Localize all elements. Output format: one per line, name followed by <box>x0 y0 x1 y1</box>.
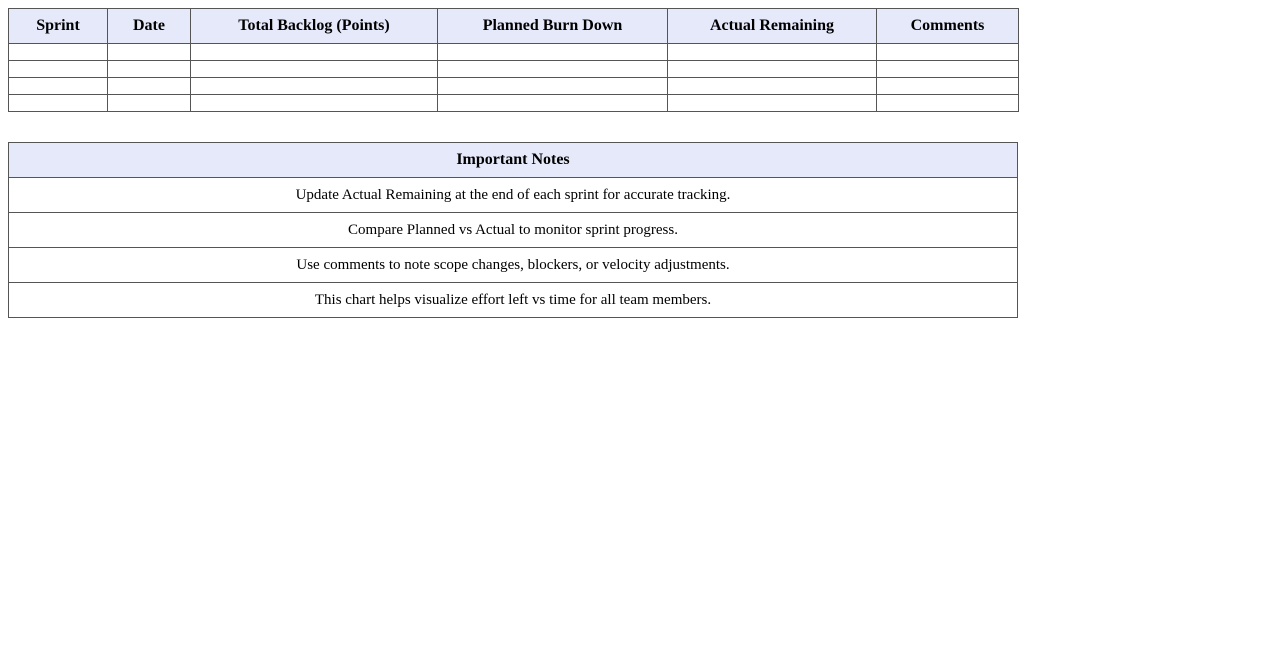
actual-remaining-cell[interactable] <box>668 95 877 112</box>
table-row <box>9 95 1019 112</box>
comments-cell[interactable] <box>877 95 1019 112</box>
column-header-planned-burn-down: Planned Burn Down <box>438 9 668 44</box>
notes-header-row <box>9 143 1018 178</box>
planned-burn-down-cell[interactable] <box>438 95 668 112</box>
column-header-actual-remaining: Actual Remaining <box>668 9 877 44</box>
note-text: Use comments to note scope changes, blockers, or velocity adjustments. <box>9 248 1018 283</box>
column-header-date: Date <box>108 9 191 44</box>
column-header-sprint: Sprint <box>9 9 108 44</box>
table-row <box>9 61 1019 78</box>
date-cell[interactable] <box>108 95 191 112</box>
table-header-row <box>9 9 1019 44</box>
list-item <box>9 248 1018 283</box>
date-cell[interactable] <box>108 44 191 61</box>
planned-burn-down-cell[interactable] <box>438 44 668 61</box>
comments-cell[interactable] <box>877 61 1019 78</box>
sprint-cell[interactable] <box>9 78 108 95</box>
actual-remaining-cell[interactable] <box>668 61 877 78</box>
important-notes-table <box>8 142 1018 318</box>
comments-cell[interactable] <box>877 78 1019 95</box>
comments-cell[interactable] <box>877 44 1019 61</box>
table-row <box>9 44 1019 61</box>
list-item <box>9 213 1018 248</box>
planned-burn-down-cell[interactable] <box>438 78 668 95</box>
sprint-cell[interactable] <box>9 44 108 61</box>
date-cell[interactable] <box>108 61 191 78</box>
note-text: Compare Planned vs Actual to monitor sprint progress. <box>9 213 1018 248</box>
column-header-comments: Comments <box>877 9 1019 44</box>
sprint-cell[interactable] <box>9 61 108 78</box>
list-item <box>9 283 1018 318</box>
notes-title: Important Notes <box>9 143 1018 178</box>
note-text: This chart helps visualize effort left vs time for all team members. <box>9 283 1018 318</box>
total-backlog-cell[interactable] <box>191 95 438 112</box>
note-text: Update Actual Remaining at the end of each sprint for accurate tracking. <box>9 178 1018 213</box>
total-backlog-cell[interactable] <box>191 44 438 61</box>
date-cell[interactable] <box>108 78 191 95</box>
actual-remaining-cell[interactable] <box>668 78 877 95</box>
table-row <box>9 78 1019 95</box>
total-backlog-cell[interactable] <box>191 78 438 95</box>
sprint-cell[interactable] <box>9 95 108 112</box>
list-item <box>9 178 1018 213</box>
total-backlog-cell[interactable] <box>191 61 438 78</box>
actual-remaining-cell[interactable] <box>668 44 877 61</box>
burndown-tracker-table <box>8 8 1019 112</box>
planned-burn-down-cell[interactable] <box>438 61 668 78</box>
column-header-total-backlog: Total Backlog (Points) <box>191 9 438 44</box>
